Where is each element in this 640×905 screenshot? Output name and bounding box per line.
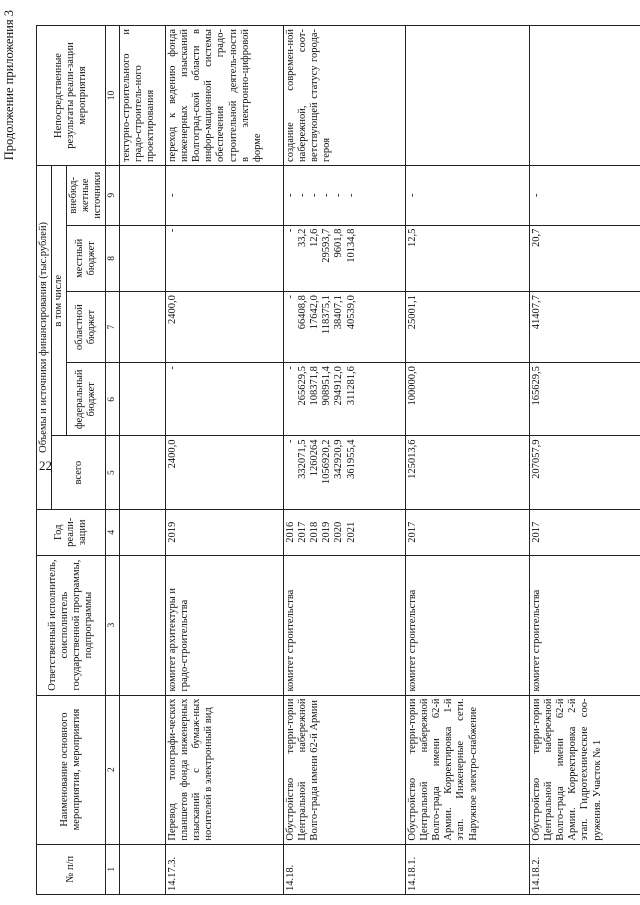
col-number: 3 [106,555,120,695]
table-row [284,26,406,895]
extrabudget [166,165,284,225]
extrabudget-value: - [297,193,309,198]
local-budget-value: 29593,7 [321,228,333,263]
federal-budget-value: - [285,366,297,370]
col-number: 2 [106,695,120,844]
col-number: 10 [106,26,120,166]
year [120,509,166,555]
extrabudget-value: - [333,193,345,198]
result: тектурно-строительного и градо-строитель-ного проектирования [120,26,166,166]
year-value: 2020 [333,521,345,543]
table-body [120,26,640,895]
regional-budget-value: 40539,0 [345,295,357,330]
result [406,26,530,166]
col-number: 7 [106,292,120,363]
executor: комитет строительства [284,555,406,695]
col-number: 8 [106,225,120,291]
year [166,509,284,555]
federal-budget-value: 294912,0 [333,366,345,406]
total-value: 361955,4 [345,439,357,479]
header-including: в том числе [52,165,67,436]
result: переход к ведению фонда инженерных изысканий Волгоград-ской области в инфор-мационной системы обеспечения градо-строительной деятель-ности в электронно-цифровой форме [166,26,284,166]
regional-budget [530,292,640,363]
extrabudget [406,165,530,225]
year-value: 2018 [309,521,321,543]
federal-budget [284,363,406,436]
federal-budget-value: 908951,4 [321,366,333,406]
year-value: 2017 [531,521,543,543]
total-value: 2400,0 [167,439,179,469]
regional-budget-value: 38407,1 [333,295,345,330]
regional-budget-value: 118375,1 [321,295,333,335]
col-number: 4 [106,509,120,555]
year [530,509,640,555]
row-number: 14.18. [284,844,406,894]
federal-budget [406,363,530,436]
executor: комитет архитектуры и градо-строительства [166,555,284,695]
regional-budget-value: 66408,8 [297,295,309,330]
total [166,436,284,509]
header-year: Год реали-зации [37,509,106,555]
total-value: 342920,9 [333,439,345,479]
total [284,436,406,509]
total [120,436,166,509]
federal-budget-value: - [167,366,179,370]
regional-budget [166,292,284,363]
header-result: Непосредственные результаты реали-зации мероприятия [37,26,106,166]
federal-budget [530,363,640,436]
continuation-title: Продолжение приложения 3 [2,10,16,161]
total [530,436,640,509]
local-budget-value: 12,5 [407,228,419,247]
extrabudget-value: - [167,193,179,198]
header-regional: областной бюджет [67,292,106,363]
year-value: 2019 [167,521,179,543]
total [406,436,530,509]
extrabudget-value: - [321,193,333,198]
local-budget-value: 9601,8 [333,228,345,258]
header-local: местный бюджет [67,225,106,291]
extrabudget-value: - [407,193,419,198]
funding-table [36,25,640,895]
total-value: 125013,6 [407,439,419,479]
extrabudget [530,165,640,225]
federal-budget-value: 100000,0 [407,366,419,406]
table-row [530,26,640,895]
local-budget [120,225,166,291]
extrabudget-value: - [309,193,321,198]
regional-budget-value: - [285,295,297,299]
extrabudget [284,165,406,225]
federal-budget-value: 108371,8 [309,366,321,406]
local-budget-value: 33,2 [297,228,309,247]
col-number: 5 [106,436,120,509]
regional-budget [284,292,406,363]
regional-budget [406,292,530,363]
header-funding: Объемы и источники финансирования (тыс.рублей) [37,165,52,509]
col-number: 6 [106,363,120,436]
row-number: 14.17.3. [166,844,284,894]
regional-budget-value: 17642,0 [309,295,321,330]
result [530,26,640,166]
table-row [406,26,530,895]
local-budget [530,225,640,291]
header-executor: Ответственный исполнитель, соисполнитель государственной программы, подпрограммы [37,555,106,695]
federal-budget-value: 265629,5 [297,366,309,406]
federal-budget [166,363,284,436]
local-budget [284,225,406,291]
total-value: - [285,439,297,443]
federal-budget [120,363,166,436]
local-budget-value: 10134,8 [345,228,357,263]
header-name: Наименование основного мероприятия, мероприятия [37,695,106,844]
page-number: 22 [39,458,52,473]
regional-budget-value: 2400,0 [167,295,179,324]
local-budget [166,225,284,291]
row-number [120,844,166,894]
executor [120,555,166,695]
local-budget-value: - [285,228,297,233]
row-number: 14.18.2. [530,844,640,894]
year [284,509,406,555]
col-number: 9 [106,165,120,225]
total-value: 1056920,2 [321,439,333,485]
regional-budget-value: 25001,1 [407,295,419,330]
measure-name: Перевод топографи-ческих планшетов фонда инженерных изысканий с бумаж-ных носителей в электронный вид [166,695,284,844]
executor: комитет строительства [530,555,640,695]
measure-name: Обустройство терри-тории Центральной набережной Волго-града имени 62-й Армии [284,695,406,844]
federal-budget-value: 311281,6 [345,366,357,406]
year-value: 2021 [345,521,357,543]
measure-name: Обустройство терри-тории Центральной набережной Волго-града имени 62-й Армии. Корректировка 2-й этап. Гидротехнические соо-ружения. Участок № 1 [530,695,640,844]
extrabudget [120,165,166,225]
measure-name: Обустройство терри-тории Центральной набережной Волго-града имени 62-й Армии. Корректировка 1-й этап. Инженерные сети. Наружное электро-снабжение [406,695,530,844]
regional-budget-value: 41407,7 [531,295,543,330]
header-extrabudget: внебюд-жетные источники [67,165,106,225]
executor: комитет строительства [406,555,530,695]
row-number: 14.18.1. [406,844,530,894]
table-row [166,26,284,895]
total-value: 332071,5 [297,439,309,479]
year-value: 2019 [321,521,333,543]
regional-budget [120,292,166,363]
year-value: 2016 [285,521,297,543]
local-budget-value: 20,7 [531,228,543,247]
measure-name [120,695,166,844]
col-number: 1 [106,844,120,894]
federal-budget-value: 165629,5 [531,366,543,406]
local-budget-value: - [167,228,179,233]
year [406,509,530,555]
year-value: 2017 [297,521,309,543]
header-total: всего [52,436,106,509]
extrabudget-value: - [531,193,543,198]
header-num: № п/п [37,844,106,894]
table-header [37,26,120,895]
table-row [120,26,166,895]
result: создание современ-ной набережной, соот-ветствующей статусу города-героя [284,26,406,166]
total-value: 1260264 [309,439,321,477]
column-number-row [106,26,120,895]
year-value: 2017 [407,521,419,543]
local-budget [406,225,530,291]
header-federal: федеральный бюджет [67,363,106,436]
local-budget-value: 12,6 [309,228,321,247]
total-value: 207057,9 [531,439,543,479]
extrabudget-value: - [345,193,357,198]
extrabudget-value: - [285,193,297,198]
